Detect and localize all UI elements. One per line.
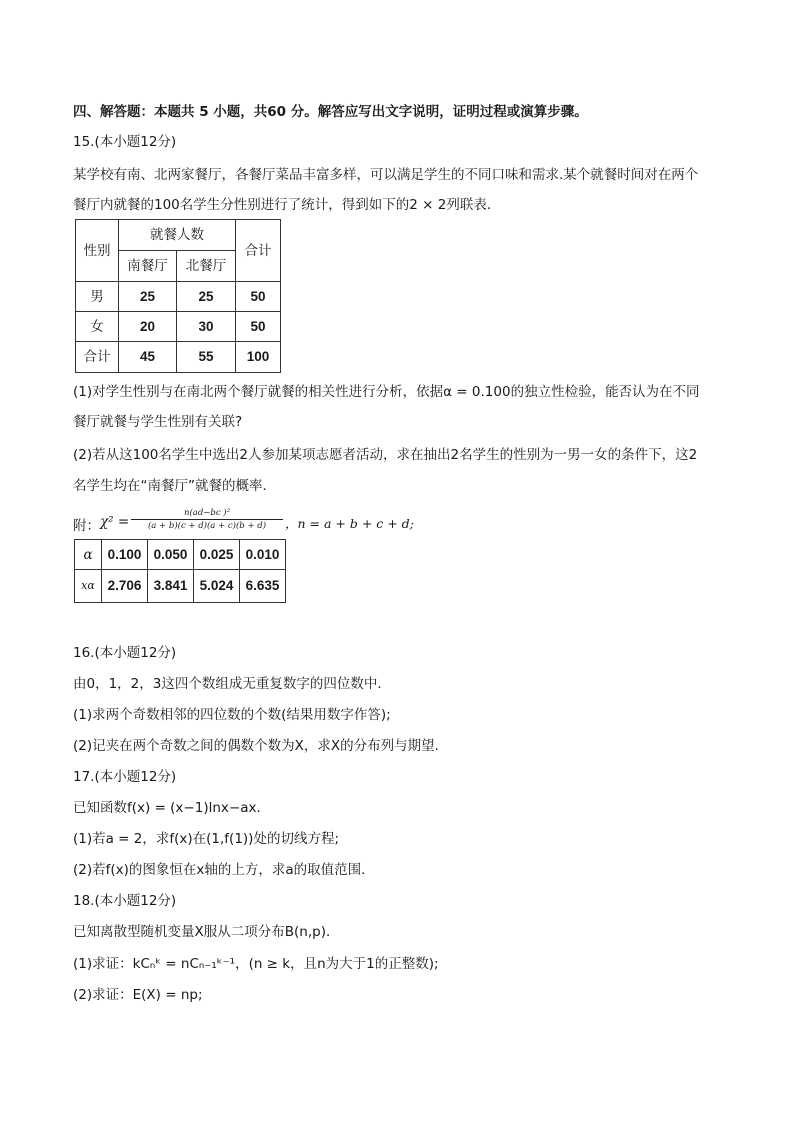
table-cell: 30 [177,312,236,342]
table-cell: 6.635 [240,570,286,603]
q17-header: 17.(本小题12分) [73,769,177,785]
table-cell: 100 [236,342,281,373]
table-row [76,312,281,342]
fraction-bar [131,519,283,520]
x-alpha-label: xα [75,570,102,603]
q16-part2: (2)记夹在两个奇数之间的偶数个数为X，求X的分布列与期望． [73,738,449,754]
table-header-gender: 性别 [76,220,119,282]
q15-part2-line-1: (2)若从这100名学生中选出2人参加某项志愿者活动，求在抽出2名学生的性别为一男一女的条件下，这2 [73,447,698,463]
q15-part2-line-2: 名学生均在“南餐厅”就餐的概率． [73,478,276,494]
table-row [75,570,286,603]
table-header-diners: 就餐人数 [119,220,236,251]
formula-suffix: ，n = a + b + c + d; [285,516,414,531]
formula-denominator: (a + b)(c + d)(a + c)(b + d) [147,521,267,531]
table-cell: 0.050 [148,540,194,570]
formula-prefix: 附： [73,518,100,534]
table-row [75,540,286,570]
q16-part1: (1)求两个奇数相邻的四位数的个数(结果用数字作答); [73,707,391,723]
q15-intro-line-2: 餐厅内就餐的100名学生分性别进行了统计，得到如下的2 × 2列联表． [73,197,501,213]
q15-header: 15.(本小题12分) [73,134,177,150]
q15-part1-line-1: (1)对学生性别与在南北两个餐厅就餐的相关性进行分析，依据α = 0.100的独立性检验，能否认为在不同 [73,384,700,400]
table-cell: 25 [119,282,177,312]
table-row [76,282,281,312]
table-cell: 50 [236,312,281,342]
table-cell: 0.010 [240,540,286,570]
q18-part2: (2)求证：E(X) = np; [73,987,203,1003]
table-cell: 25 [177,282,236,312]
q16-stem: 由0，1，2，3这四个数组成无重复数字的四位数中． [73,676,391,692]
table-cell: 55 [177,342,236,373]
table-row [76,342,281,373]
q15-part1-line-2: 餐厅就餐与学生性别有关联? [73,414,243,430]
q17-stem: 已知函数f(x) = (x−1)lnx−ax． [73,800,270,816]
q18-header: 18.(本小题12分) [73,893,177,909]
table-cell: 0.025 [194,540,240,570]
q16-header: 16.(本小题12分) [73,645,177,661]
table-cell: 男 [76,282,119,312]
formula-chi: χ² = [100,514,130,530]
table-cell: 50 [236,282,281,312]
table-cell: 女 [76,312,119,342]
q15-contingency-table [75,219,281,373]
q17-part2: (2)若f(x)的图象恒在x轴的上方，求a的取值范围． [73,862,375,878]
table-cell: 0.100 [102,540,148,570]
critical-value-table [74,539,286,603]
table-cell: 5.024 [194,570,240,603]
table-header-south: 南餐厅 [119,251,177,282]
q18-part1: (1)求证：kCₙᵏ = nCₙ₋₁ᵏ⁻¹，(n ≥ k，且n为大于1的正整数); [73,956,439,972]
q18-stem: 已知离散型随机变量X服从二项分布B(n,p)． [73,924,340,940]
formula-numerator: n(ad−bc )² [183,508,231,518]
alpha-label: α [75,540,102,570]
table-cell: 3.841 [148,570,194,603]
table-cell: 45 [119,342,177,373]
table-header-north: 北餐厅 [177,251,236,282]
formula-fraction [131,508,283,531]
section-heading: 四、解答题：本题共 5 小题，共60 分。解答应写出文字说明，证明过程或演算步骤。 [73,104,588,120]
table-cell: 2.706 [102,570,148,603]
table-cell: 合计 [76,342,119,373]
table-cell: 20 [119,312,177,342]
table-header-total: 合计 [236,220,281,282]
q17-part1: (1)若a = 2，求f(x)在(1,f(1))处的切线方程; [73,831,339,847]
q15-intro-line-1: 某学校有南、北两家餐厅，各餐厅菜品丰富多样，可以满足学生的不同口味和需求.某个就餐时间对在两个 [73,167,699,183]
